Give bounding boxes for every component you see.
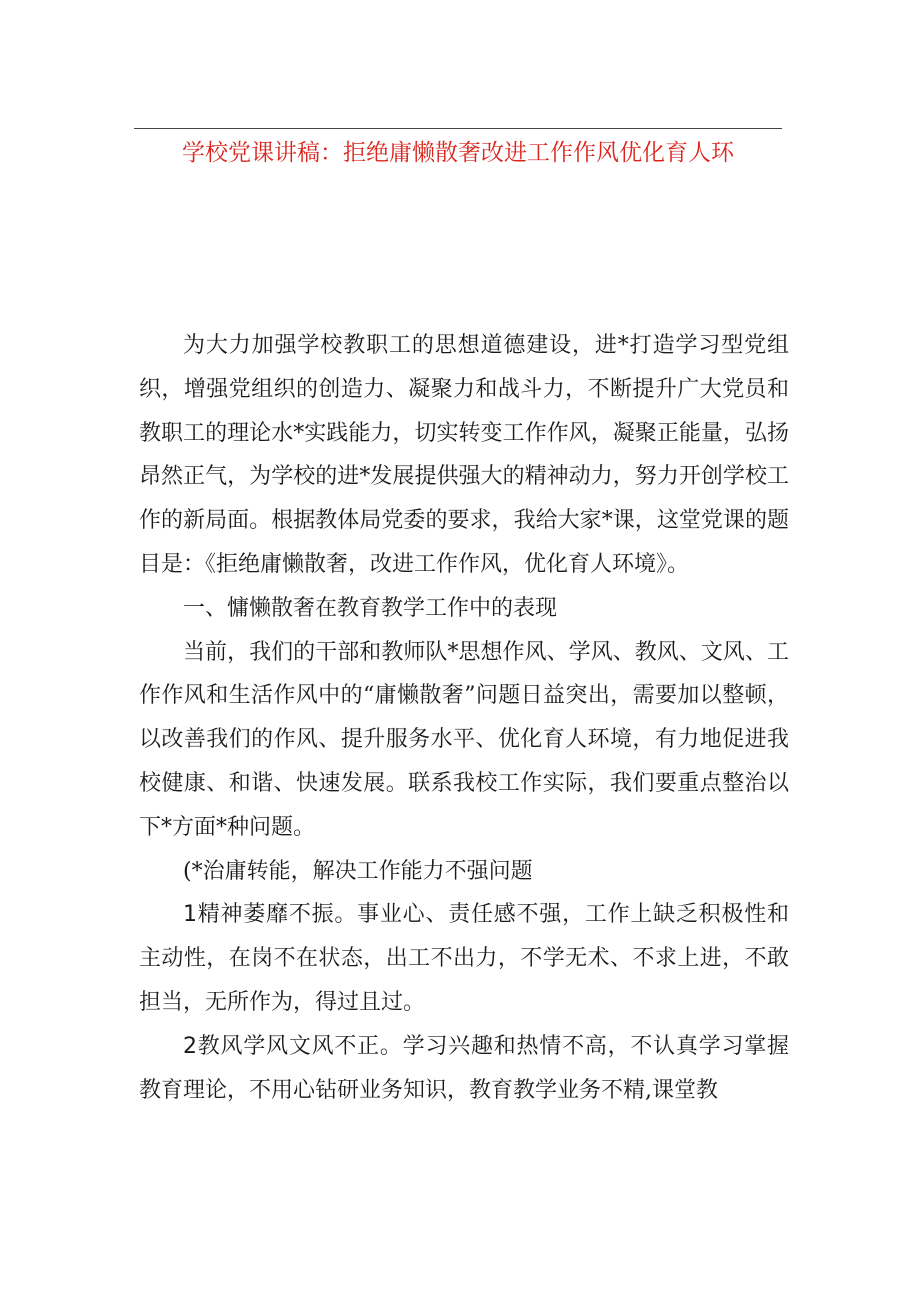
list-item-text: 教风学风文风不正。学习兴趣和热情不高，不认真学习掌握教育理论，不用心钻研业务知识，教育教学业务不精,课堂教	[139, 1033, 789, 1103]
document-body	[139, 324, 789, 1112]
list-item-number: 1	[183, 902, 197, 928]
list-item-1	[139, 893, 789, 1024]
header-rule	[134, 128, 782, 129]
list-item-number: 2	[183, 1033, 197, 1059]
document-title: 学校党课讲稿：拒绝庸懒散奢改进工作作风优化育人环	[182, 140, 734, 166]
list-item-text: 精神萎靡不振。事业心、责任感不强，工作上缺乏积极性和主动性，在岗不在状态，出工不出力，不学无术、不求上进，不敢担当，无所作为，得过且过。	[139, 902, 789, 1015]
section-paragraph-1: 当前，我们的干部和教师队*思想作风、学风、教风、文风、工作作风和生活作风中的“庸懒散奢”问题日益突出，需要加以整顿，以改善我们的作风、提升服务水平、优化育人环境，有力地促进我校健康、和谐、快速发展。联系我校工作实际，我们要重点整治以下*方面*种问题。	[139, 639, 789, 840]
section-heading-1: 一、慵懒散奢在教育教学工作中的表现	[183, 595, 558, 621]
intro-paragraph: 为大力加强学校教职工的思想道德建设，进*打造学习型党组织，增强党组织的创造力、凝聚力和战斗力，不断提升广大党员和教职工的理论水*实践能力，切实转变工作作风，凝聚正能量，弘扬昂然正气，为学校的进*发展提供强大的精神动力，努力开创学校工作的新局面。根据教体局党委的要求，我给大家*课，这堂党课的题目是：《拒绝庸懒散奢，改进工作作风，优化育人环境》。	[139, 333, 789, 577]
list-item-2	[139, 1025, 789, 1113]
subsection-heading-1: (*治庸转能，解决工作能力不强问题	[183, 858, 533, 884]
